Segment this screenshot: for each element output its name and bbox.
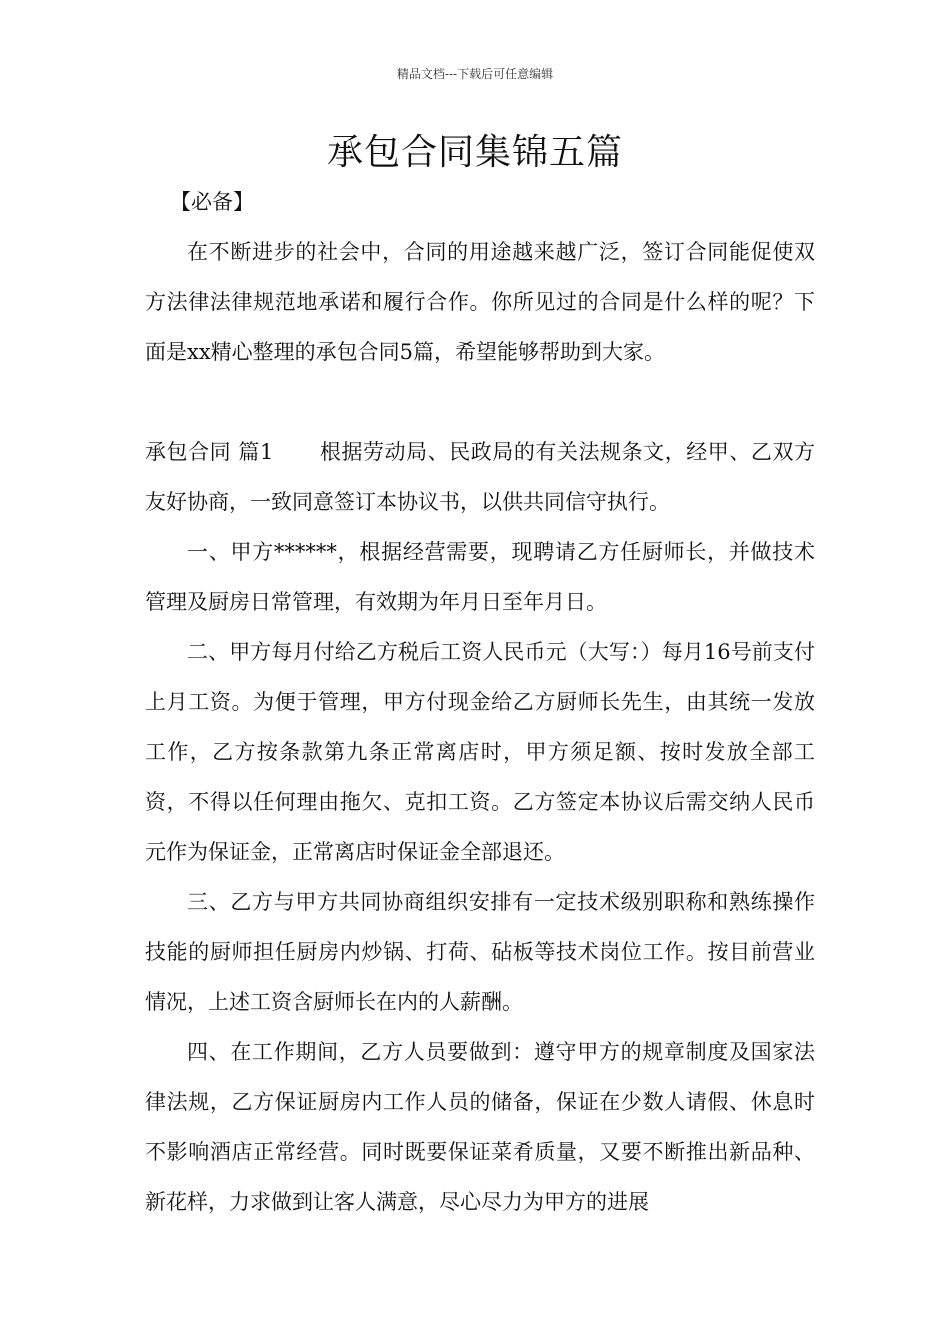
document-tag: 【必备】 bbox=[170, 190, 254, 214]
section-label: 承包合同 篇1 bbox=[145, 440, 274, 464]
header-note: 精品文档---下载后可任意编辑 bbox=[396, 67, 554, 81]
document-title: 承包合同集锦五篇 bbox=[326, 132, 623, 173]
clause-paragraph: 一、甲方******，根据经营需要，现聘请乙方任厨师长，并做技术管理及厨房日常管理，有效期为年月日至年月日。 bbox=[145, 540, 815, 614]
section-opening-text: 根据劳动局、民政局的有关法规条文，经甲、乙双方友好协商，一致同意签订本协议书，以供共同信守执行。 bbox=[145, 440, 815, 514]
clause-paragraph: 三、乙方与甲方共同协商组织安排有一定技术级别职称和熟练操作技能的厨师担任厨房内炒锅、打荷、砧板等技术岗位工作。按目前营业情况，上述工资含厨师长在内的人薪酬。 bbox=[145, 890, 815, 1014]
section-opening-paragraph bbox=[145, 427, 815, 527]
intro-paragraph: 在不断进步的社会中，合同的用途越来越广泛，签订合同能促使双方法律法律规范地承诺和履行合作。你所见过的合同是什么样的呢？下面是xx精心整理的承包合同5篇，希望能够帮助到大家。 bbox=[145, 240, 815, 364]
clause-paragraph: 二、甲方每月付给乙方税后工资人民币元（大写：）每月16号前支付上月工资。为便于管理，甲方付现金给乙方厨师长先生，由其统一发放工作，乙方按条款第九条正常离店时，甲方须足额、按时发放全部工资，不得以任何理由拖欠、克扣工资。乙方签定本协议后需交纳人民币元作为保证金，正常离店时保证金全部退还。 bbox=[145, 640, 815, 864]
clause-paragraph: 四、在工作期间，乙方人员要做到：遵守甲方的规章制度及国家法律法规，乙方保证厨房内工作人员的储备，保证在少数人请假、休息时不影响酒店正常经营。同时既要保证菜肴质量，又要不断推出新品种、新花样，力求做到让客人满意，尽心尽力为甲方的进展 bbox=[145, 1040, 815, 1214]
